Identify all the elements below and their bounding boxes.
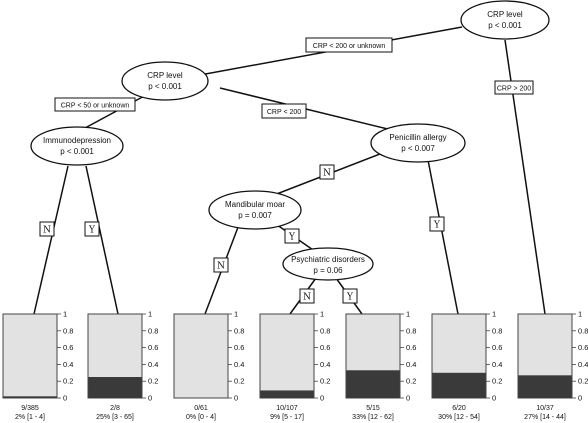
leaf-percentage: 9% [5 - 17] bbox=[270, 414, 304, 421]
svg-text:p < 0.001: p < 0.001 bbox=[488, 21, 522, 30]
leaf-2 bbox=[88, 310, 158, 422]
leaf-percentage: 0% [0 - 4] bbox=[186, 414, 216, 421]
leaf-percentage: 25% [3 - 65] bbox=[96, 414, 134, 421]
leaf-6 bbox=[432, 310, 502, 422]
leaf-bar-background bbox=[3, 314, 57, 398]
leaf-bar-fill bbox=[4, 396, 57, 398]
svg-text:N: N bbox=[323, 168, 331, 179]
axis-tick-label: 0.4 bbox=[578, 359, 588, 369]
axis-tick-label: 0.2 bbox=[492, 376, 503, 386]
node-psychiatric-disorders bbox=[283, 248, 373, 280]
axis-tick-label: 0 bbox=[492, 393, 497, 403]
edge-crp2-penicillin bbox=[220, 88, 400, 132]
edge-label-crp2-right bbox=[262, 104, 306, 118]
edge-immuno-leaf2 bbox=[86, 166, 118, 314]
node-root-crp bbox=[461, 1, 549, 39]
svg-text:N: N bbox=[43, 225, 51, 236]
leaf-percentage: 33% [12 - 62] bbox=[352, 414, 394, 421]
leaf-7 bbox=[518, 310, 588, 422]
axis-tick-label: 0.4 bbox=[492, 359, 503, 369]
leaf-count: 5/15 bbox=[366, 405, 380, 412]
branch-label-psych-n bbox=[300, 289, 314, 303]
leaf-count: 10/37 bbox=[536, 405, 554, 412]
axis-tick-label: 0 bbox=[148, 393, 153, 403]
edge-label-root-left bbox=[306, 38, 392, 52]
svg-text:p = 0.007: p = 0.007 bbox=[238, 211, 272, 220]
svg-text:Y: Y bbox=[289, 232, 295, 243]
leaf-percentage: 27% [14 - 44] bbox=[524, 414, 566, 421]
axis-tick-label: 0.2 bbox=[578, 376, 588, 386]
axis-tick-label: 0.2 bbox=[406, 376, 417, 386]
svg-text:CRP level: CRP level bbox=[487, 10, 523, 19]
leaf-bar-fill bbox=[433, 373, 486, 398]
leaf-bar-fill bbox=[89, 377, 142, 398]
branch-label-immuno-n bbox=[40, 222, 54, 236]
leaf-count: 0/61 bbox=[194, 405, 208, 412]
svg-text:Penicillin allergy: Penicillin allergy bbox=[389, 133, 447, 142]
leaf-count: 10/107 bbox=[276, 405, 298, 412]
axis-tick-label: 0.4 bbox=[63, 359, 74, 369]
axis-tick-label: 0.6 bbox=[492, 343, 503, 353]
leaf-bar-background bbox=[174, 314, 228, 398]
svg-text:p < 0.001: p < 0.001 bbox=[60, 147, 94, 156]
axis-tick-label: 0.8 bbox=[234, 326, 245, 336]
leaf-bar-background bbox=[260, 314, 314, 398]
axis-tick-label: 1 bbox=[63, 309, 68, 319]
branch-label-pen-n bbox=[320, 165, 334, 179]
branch-label-psych-y bbox=[343, 289, 357, 303]
svg-text:Immunodepression: Immunodepression bbox=[42, 136, 112, 145]
axis-tick-label: 0.6 bbox=[578, 343, 588, 353]
branch-label-mand-y bbox=[285, 229, 299, 243]
leaf-5 bbox=[346, 310, 416, 422]
svg-text:CRP level: CRP level bbox=[147, 71, 183, 80]
edge-immuno-leaf1 bbox=[34, 166, 68, 314]
svg-text:Y: Y bbox=[89, 225, 95, 236]
axis-tick-label: 0.2 bbox=[148, 376, 159, 386]
axis-tick-label: 0.4 bbox=[148, 359, 159, 369]
branch-label-pen-y bbox=[430, 217, 444, 231]
axis-tick-label: 0.4 bbox=[234, 359, 245, 369]
axis-tick-label: 0.6 bbox=[148, 343, 159, 353]
leaf-bar-fill bbox=[519, 375, 572, 398]
svg-text:Y: Y bbox=[347, 292, 353, 303]
axis-tick-label: 1 bbox=[148, 309, 153, 319]
axis-tick-label: 0.6 bbox=[406, 343, 417, 353]
axis-tick-label: 1 bbox=[320, 309, 325, 319]
branch-label-immuno-y bbox=[85, 222, 99, 236]
svg-text:CRP < 50 or unknown: CRP < 50 or unknown bbox=[60, 102, 130, 110]
node-crp-level bbox=[122, 62, 208, 100]
leaf-count: 2/8 bbox=[110, 405, 120, 412]
node-immunodepression bbox=[31, 127, 123, 165]
axis-tick-label: 1 bbox=[234, 309, 239, 319]
node-mandibular-molar bbox=[209, 191, 301, 229]
leaf-4 bbox=[260, 310, 330, 422]
axis-tick-label: 0 bbox=[578, 393, 583, 403]
axis-tick-label: 0 bbox=[320, 393, 325, 403]
svg-text:p < 0.007: p < 0.007 bbox=[401, 144, 435, 153]
leaf-1 bbox=[3, 310, 73, 422]
axis-tick-label: 1 bbox=[406, 309, 411, 319]
edge-penicillin-leaf6 bbox=[428, 160, 458, 314]
leaf-bar-fill bbox=[347, 370, 400, 398]
edge-label-root-right bbox=[495, 81, 533, 94]
leaf-3 bbox=[174, 310, 244, 422]
leaf-percentage: 2% [1 - 4] bbox=[15, 414, 45, 421]
axis-tick-label: 0.8 bbox=[406, 326, 417, 336]
axis-tick-label: 0 bbox=[234, 393, 239, 403]
svg-text:p < 0.001: p < 0.001 bbox=[148, 82, 182, 91]
svg-text:CRP > 200: CRP > 200 bbox=[496, 85, 532, 93]
axis-tick-label: 0.6 bbox=[320, 343, 331, 353]
axis-tick-label: 0 bbox=[406, 393, 411, 403]
svg-text:Mandibular moar: Mandibular moar bbox=[224, 200, 286, 209]
axis-tick-label: 0.8 bbox=[320, 326, 331, 336]
leaf-charts bbox=[3, 310, 588, 422]
axis-tick-label: 1 bbox=[578, 309, 583, 319]
branch-label-mand-n bbox=[214, 258, 228, 272]
svg-text:N: N bbox=[217, 261, 225, 272]
svg-text:CRP < 200 or unknown: CRP < 200 or unknown bbox=[312, 43, 386, 50]
axis-tick-label: 0.6 bbox=[234, 343, 245, 353]
axis-tick-label: 0.2 bbox=[234, 376, 245, 386]
axis-tick-label: 0.8 bbox=[148, 326, 159, 336]
leaf-count: 9/385 bbox=[21, 405, 39, 412]
svg-text:N: N bbox=[303, 292, 311, 303]
leaf-bar-fill bbox=[261, 390, 314, 398]
axis-tick-label: 0.8 bbox=[578, 326, 588, 336]
svg-text:CRP < 200: CRP < 200 bbox=[266, 109, 302, 116]
axis-tick-label: 0.4 bbox=[320, 359, 331, 369]
leaf-count: 6/20 bbox=[452, 405, 466, 412]
axis-tick-label: 0.2 bbox=[320, 376, 331, 386]
axis-tick-label: 1 bbox=[492, 309, 497, 319]
axis-tick-label: 0.8 bbox=[63, 326, 74, 336]
edge-label-crp2-left bbox=[55, 98, 135, 111]
svg-text:Y: Y bbox=[434, 220, 440, 231]
node-penicillin-allergy bbox=[371, 124, 465, 162]
axis-tick-label: 0.4 bbox=[406, 359, 417, 369]
axis-tick-label: 0 bbox=[63, 393, 68, 403]
svg-text:Psychiatric disorders: Psychiatric disorders bbox=[291, 255, 365, 264]
axis-tick-label: 0.2 bbox=[63, 376, 74, 386]
leaf-percentage: 30% [12 - 54] bbox=[438, 414, 480, 421]
svg-text:p = 0.06: p = 0.06 bbox=[313, 266, 343, 275]
axis-tick-label: 0.8 bbox=[492, 326, 503, 336]
axis-tick-label: 0.6 bbox=[63, 343, 74, 353]
